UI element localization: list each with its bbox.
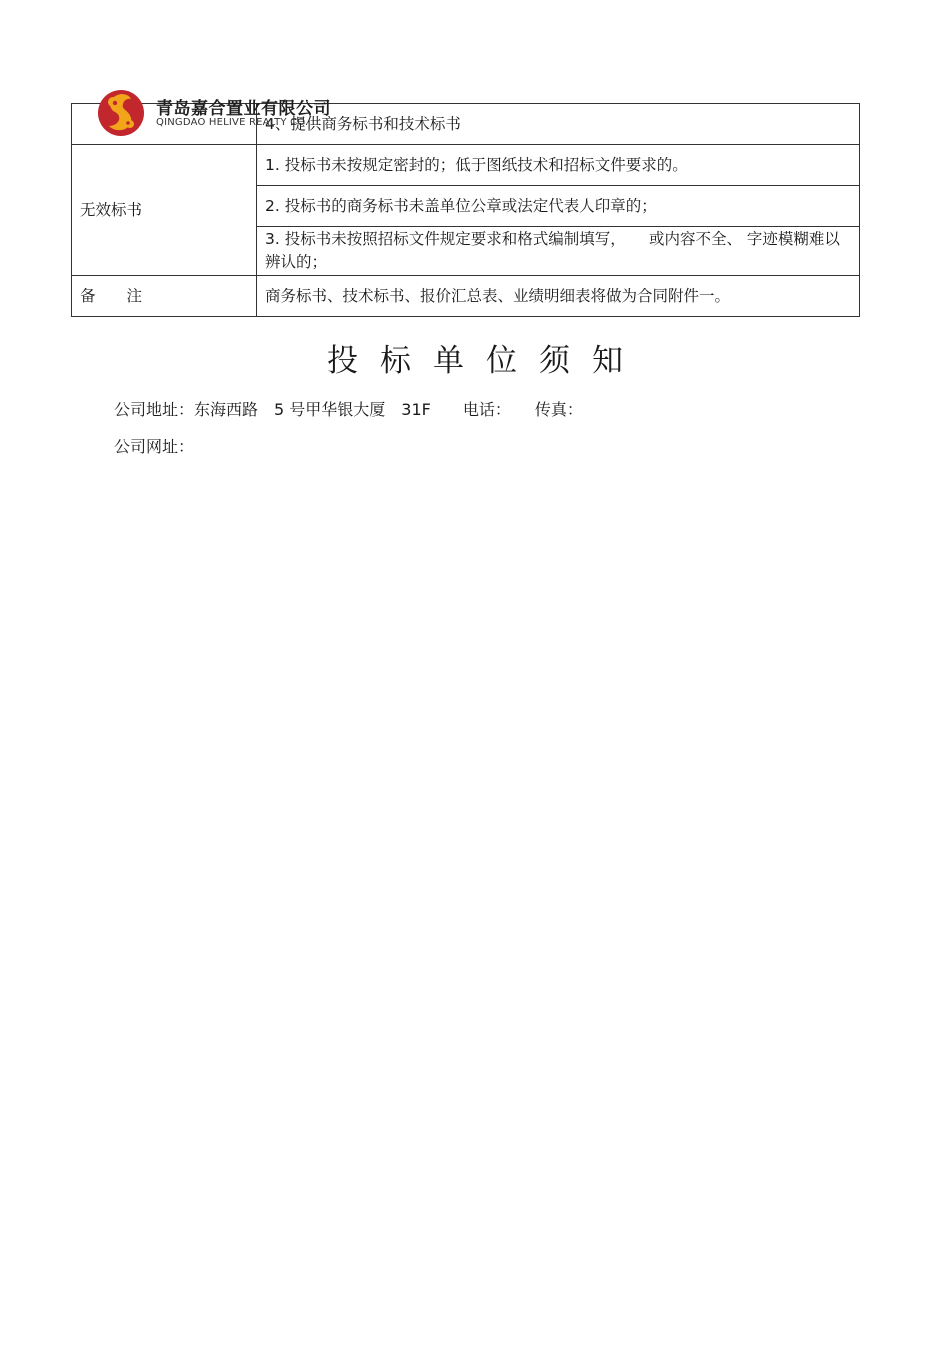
- logo-company-name: 青岛嘉合置业有限公司: [156, 99, 331, 119]
- row-label-invalid-bid: 无效标书: [72, 145, 257, 276]
- logo-mark-icon: [97, 88, 147, 138]
- company-website-line: 公司网址：: [114, 437, 195, 456]
- row-label-remarks: 备 注: [72, 276, 257, 317]
- table-cell: 4、提供商务标书和技术标书: [257, 104, 860, 145]
- table-cell: 2. 投标书的商务标书未盖单位公章或法定代表人印章的；: [257, 186, 860, 227]
- company-logo: [97, 88, 331, 138]
- page-title: 投标单位须知: [327, 343, 645, 379]
- table-cell: 3. 投标书未按照招标文件规定要求和格式编制填写， 或内容不全、 字迹模糊难以辨认的；: [257, 227, 860, 276]
- company-address-line: 公司地址：东海西路 5 号甲华银大厦 31F 电话： 传真：: [114, 400, 583, 419]
- table-row: [72, 276, 860, 317]
- logo-company-name-en: QINGDAO HELIVE REALTY CO.: [156, 117, 309, 128]
- table-cell: 1. 投标书未按规定密封的；低于图纸技术和招标文件要求的。: [257, 145, 860, 186]
- table-cell: 商务标书、技术标书、报价汇总表、业绩明细表将做为合同附件一。: [257, 276, 860, 317]
- table-row: [72, 145, 860, 186]
